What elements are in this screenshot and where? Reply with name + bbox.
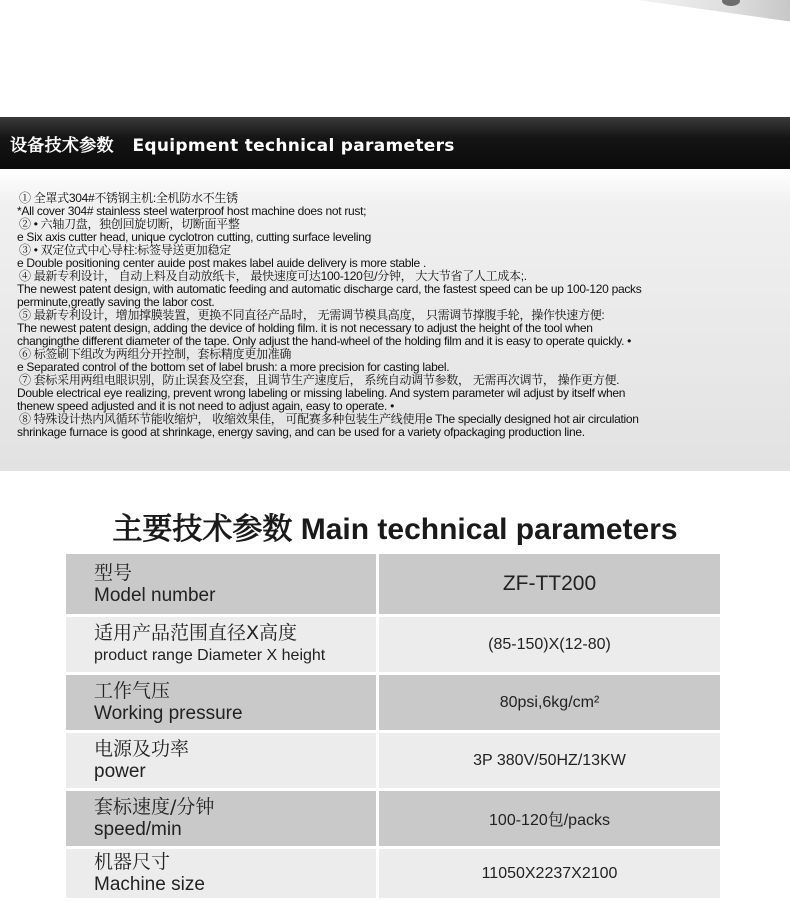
value-cell	[378, 554, 721, 615]
parameter-line: ⑦ 套标采用两组电眼识别，防止误套及空套，且调节生产速度后， 系统自动调节参数， 无需再次调节， 操作更方便.	[19, 373, 620, 387]
parameter-line: shrinkage furnace is good at shrinkage, energy saving, and can be used for a variety ofpackaging production line.	[17, 425, 585, 439]
decorative-streak	[588, 0, 790, 27]
parameter-line: perminute,greatly saving the labor cost.	[17, 295, 215, 309]
parameter-line: The newest patent design, adding the device of holding film. it is not necessary to adjust the height of the tool when	[17, 321, 593, 335]
label-en: speed/min	[94, 819, 182, 840]
value-cell	[378, 615, 721, 673]
label-en: Machine size	[94, 874, 205, 895]
label-cell	[66, 673, 378, 731]
parameter-line: ⑤ 最新专利设计，增加撑膜装置，更换不同直径产品时， 无需调节模具高度， 只需调节撑腹手轮，操作快速方便:	[19, 308, 605, 322]
label-en: Working pressure	[94, 703, 243, 724]
label-cell	[66, 554, 378, 615]
table-row	[66, 615, 720, 673]
label-cn: 工作气压	[94, 680, 171, 702]
value-text: 3P 380V/50HZ/13KW	[473, 752, 626, 769]
table-row	[66, 673, 720, 731]
value-cell	[378, 847, 721, 899]
table-row	[66, 554, 720, 615]
table-row	[66, 847, 720, 899]
parameter-line: ⑥ 标签刷下组改为两组分开控制，套标精度更加准确	[19, 347, 292, 361]
value-text: ZF-TT200	[502, 571, 597, 595]
parameter-line: ① 全罩式304#不锈钢主机:全机防水不生锈	[19, 191, 238, 205]
label-cell	[66, 789, 378, 847]
value-cell	[378, 731, 721, 789]
label-cn: 型号	[94, 561, 133, 584]
equipment-parameters-panel	[0, 169, 790, 471]
parameter-line: ② • 六轴刀盘，独创回旋切断，切断面平整	[19, 217, 240, 231]
equipment-header-band	[0, 117, 790, 169]
table-row	[66, 731, 720, 789]
main-parameters-title: 主要技术参数 Main technical parameters	[112, 513, 678, 546]
label-cn: 套标速度/分钟	[94, 796, 215, 818]
parameter-line: ⑧ 特殊设计热内风循环节能收缩炉， 收缩效果佳， 可配赛多种包装生产线使用e The specially designed hot air circulation	[19, 412, 639, 426]
table-row	[66, 789, 720, 847]
label-cell	[66, 731, 378, 789]
value-text: 80psi,6kg/cm²	[499, 694, 600, 711]
value-cell	[378, 789, 721, 847]
value-text: (85-150)X(12-80)	[488, 636, 611, 653]
label-cn: 机器尺寸	[94, 851, 171, 873]
main-parameters-table	[66, 554, 720, 901]
parameter-line: The newest patent design, with automatic feeding and automatic discharge card, the fastest speed can be up 100-120 packs	[17, 282, 642, 296]
parameter-line: *All cover 304# stainless steel waterproof host machine does not rust;	[17, 204, 367, 218]
value-text: 11050X2237X2100	[481, 865, 618, 882]
label-en: Model number	[94, 584, 216, 606]
label-cn: 适用产品范围直径X高度	[94, 622, 298, 644]
value-text: 100-120包/packs	[489, 811, 610, 829]
equipment-header-title: 设备技术参数 Equipment technical parameters	[10, 135, 455, 156]
parameter-line: changingthe different diameter of the tape. Only adjust the hand-wheel of the holding film and it is easy to operate quickly. •	[17, 334, 632, 348]
parameter-line: thenew speed adjusted and it is not need to adjust again, easy to operate. •	[17, 399, 395, 413]
value-cell	[378, 673, 721, 731]
label-en: product range Diameter X height	[94, 647, 326, 664]
label-cn: 电源及功率	[94, 738, 190, 760]
parameter-line: ④ 最新专利设计， 自动上料及自动放纸卡， 最快速度可达100-120包/分钟， 大大节省了人工成本;.	[19, 269, 527, 283]
equipment-parameters-list	[17, 192, 777, 439]
label-cell	[66, 615, 378, 673]
label-cell	[66, 847, 378, 899]
parameter-line: e Six axis cutter head, unique cyclotron cutting, cutting surface leveling	[17, 230, 372, 244]
top-blank-area	[0, 0, 790, 117]
parameter-line: ③ • 双定位式中心导柱:标签导送更加稳定	[19, 243, 231, 257]
label-en: power	[94, 761, 146, 782]
parameter-line: e Separated control of the bottom set of label brush: a more precision for casting label.	[17, 360, 450, 374]
parameter-line: Double electrical eye realizing, prevent wrong labeling or missing labeling. And system parameter wil adjust by itself when	[17, 386, 626, 400]
parameter-line: e Double positioning center auide post makes label auide delivery is more stable .	[17, 256, 426, 270]
